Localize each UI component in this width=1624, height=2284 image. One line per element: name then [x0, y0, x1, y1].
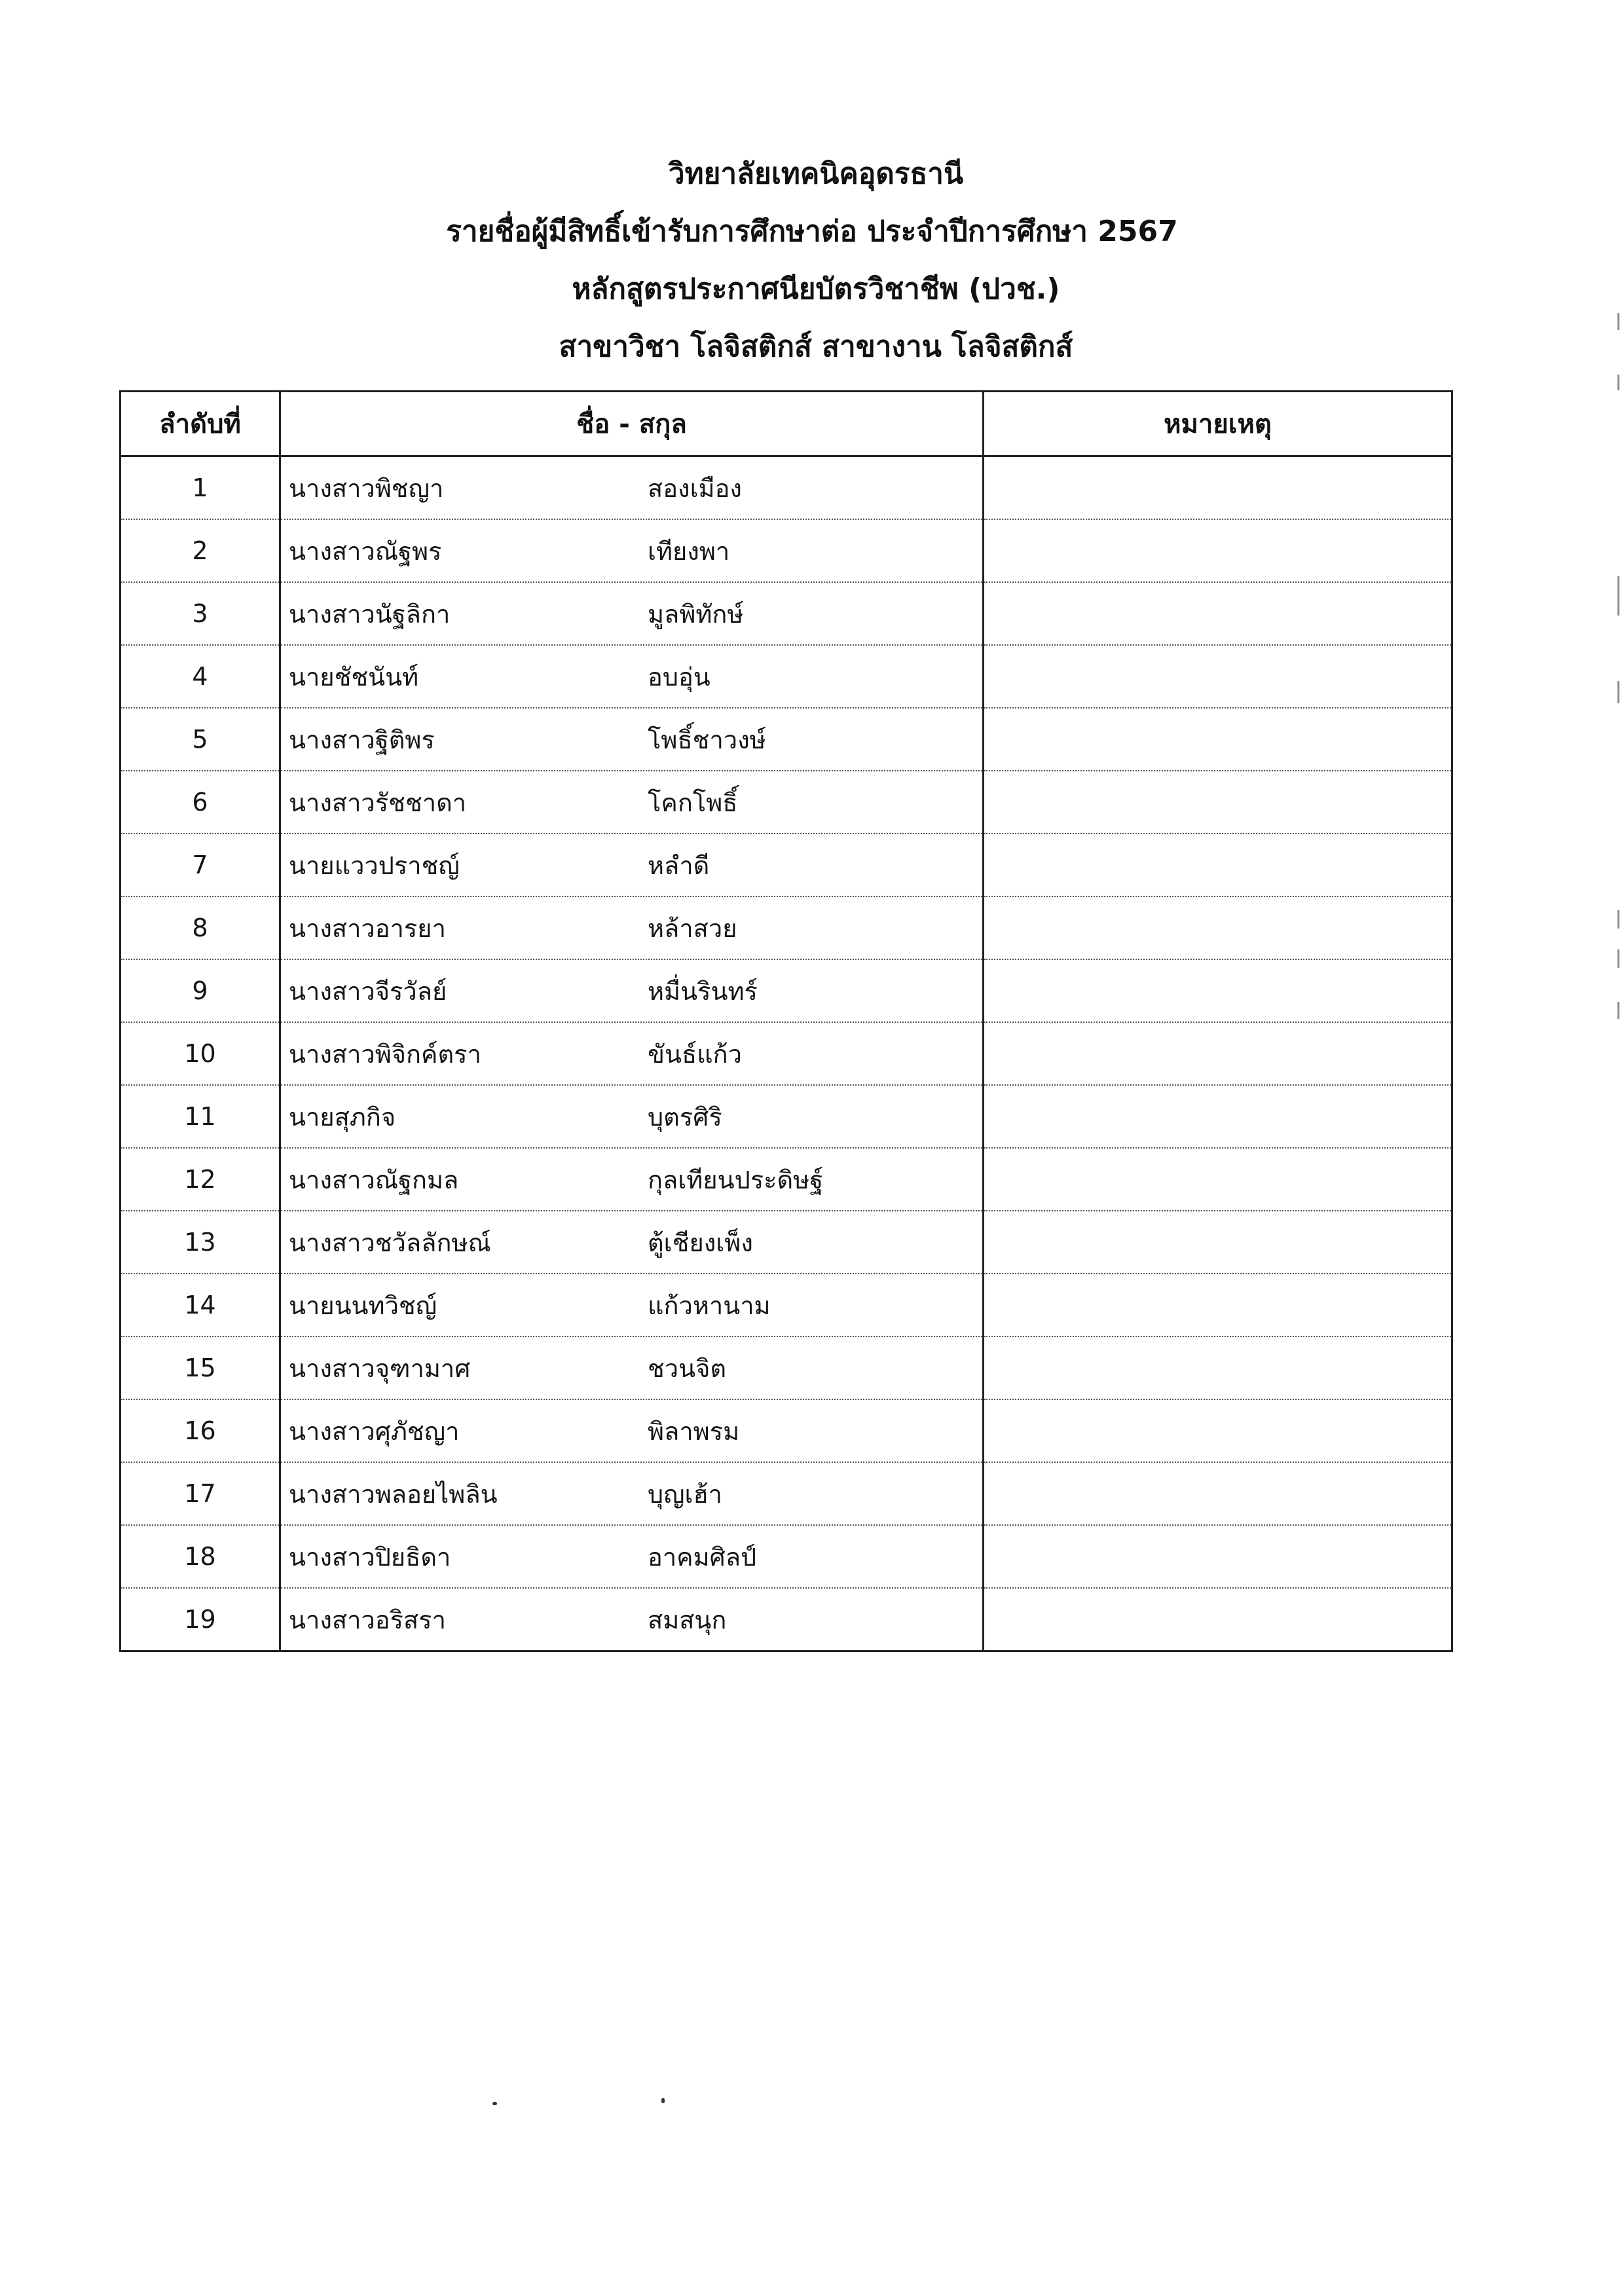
- last-name: มูลพิทักษ์: [648, 599, 744, 629]
- last-name: สมสนุก: [648, 1605, 727, 1634]
- first-name: นางสาวจีรวัลย์: [289, 976, 447, 1006]
- row-full-name: [280, 896, 984, 959]
- row-number: 5: [120, 708, 280, 771]
- row-full-name: [280, 1148, 984, 1211]
- table-row: [120, 645, 1452, 708]
- table-row: [120, 708, 1452, 771]
- row-note: [984, 1462, 1452, 1525]
- row-number: 9: [120, 959, 280, 1022]
- row-number: 17: [120, 1462, 280, 1525]
- table-row: [120, 1525, 1452, 1588]
- row-note: [984, 1148, 1452, 1211]
- row-number: 14: [120, 1274, 280, 1336]
- first-name: นางสาวชวัลลักษณ์: [289, 1228, 491, 1257]
- row-full-name: [280, 456, 984, 520]
- first-name: นางสาวฐิติพร: [289, 725, 435, 754]
- scan-artifact: [1617, 910, 1619, 929]
- row-number: 4: [120, 645, 280, 708]
- document-header: [0, 145, 1624, 376]
- table-row: [120, 1022, 1452, 1085]
- table-row: [120, 1399, 1452, 1462]
- last-name: ตู้เชียงเพ็ง: [648, 1228, 753, 1257]
- first-name: นางสาวพิชญา: [289, 473, 444, 503]
- table-row: [120, 1085, 1452, 1148]
- row-number: 7: [120, 834, 280, 896]
- row-full-name: [280, 519, 984, 582]
- row-number: 13: [120, 1211, 280, 1274]
- scan-dot: [661, 2098, 665, 2103]
- header-name: ชื่อ - สกุล: [280, 392, 984, 456]
- last-name: หล้าสวย: [648, 913, 737, 943]
- table-row: [120, 959, 1452, 1022]
- row-number: 10: [120, 1022, 280, 1085]
- student-roster-table: [119, 390, 1453, 1652]
- row-full-name: [280, 1462, 984, 1525]
- header-number: ลำดับที่: [120, 392, 280, 456]
- row-number: 6: [120, 771, 280, 834]
- scan-dot: [492, 2102, 497, 2105]
- row-full-name: [280, 708, 984, 771]
- row-note: [984, 1336, 1452, 1399]
- row-number: 16: [120, 1399, 280, 1462]
- row-number: 19: [120, 1588, 280, 1651]
- last-name: โพธิ์ชาวงษ์: [648, 725, 766, 754]
- list-title: รายชื่อผู้มีสิทธิ์เข้ารับการศึกษาต่อ ประจำปีการศึกษา 2567: [446, 215, 1178, 248]
- row-note: [984, 645, 1452, 708]
- last-name: เทียงพา: [648, 536, 730, 566]
- row-full-name: [280, 1022, 984, 1085]
- scan-artifact: [1617, 313, 1619, 330]
- row-full-name: [280, 1588, 984, 1651]
- row-full-name: [280, 582, 984, 645]
- row-number: 1: [120, 456, 280, 520]
- row-note: [984, 456, 1452, 520]
- program-title: หลักสูตรประกาศนียบัตรวิชาชีพ (ปวช.): [572, 272, 1060, 306]
- last-name: โคกโพธิ์: [648, 788, 738, 817]
- row-note: [984, 1399, 1452, 1462]
- row-full-name: [280, 1211, 984, 1274]
- row-full-name: [280, 645, 984, 708]
- table-row: [120, 582, 1452, 645]
- row-note: [984, 1022, 1452, 1085]
- table-row: [120, 1462, 1452, 1525]
- header-note: หมายเหตุ: [984, 392, 1452, 456]
- last-name: หมื่นรินทร์: [648, 976, 758, 1006]
- last-name: แก้วหานาม: [648, 1291, 771, 1320]
- row-number: 12: [120, 1148, 280, 1211]
- table-row: [120, 896, 1452, 959]
- row-full-name: [280, 1085, 984, 1148]
- row-note: [984, 896, 1452, 959]
- row-number: 8: [120, 896, 280, 959]
- scan-artifact: [1617, 1002, 1619, 1019]
- first-name: นางสาวณัฐกมล: [289, 1165, 459, 1194]
- first-name: นางสาวอารยา: [289, 913, 446, 943]
- row-note: [984, 959, 1452, 1022]
- last-name: กุลเทียนประดิษฐ์: [648, 1165, 824, 1194]
- row-full-name: [280, 1525, 984, 1588]
- row-full-name: [280, 1336, 984, 1399]
- row-note: [984, 1525, 1452, 1588]
- row-note: [984, 708, 1452, 771]
- first-name: นางสาวศุภัชญา: [289, 1416, 460, 1446]
- row-note: [984, 519, 1452, 582]
- first-name: นายสุภกิจ: [289, 1102, 396, 1132]
- first-name: นางสาวพิจิกค์ตรา: [289, 1039, 481, 1069]
- row-number: 18: [120, 1525, 280, 1588]
- table-header-row: [120, 392, 1452, 456]
- row-full-name: [280, 834, 984, 896]
- last-name: บุญเฮ้า: [648, 1479, 723, 1509]
- table-row: [120, 1148, 1452, 1211]
- first-name: นางสาวจุฑามาศ: [289, 1354, 471, 1383]
- last-name: ชวนจิต: [648, 1354, 727, 1383]
- row-number: 11: [120, 1085, 280, 1148]
- row-number: 15: [120, 1336, 280, 1399]
- table-row: [120, 771, 1452, 834]
- scan-artifact: [1617, 576, 1619, 616]
- row-note: [984, 834, 1452, 896]
- first-name: นายแววปราชญ์: [289, 851, 460, 880]
- college-name: วิทยาลัยเทคนิคอุดรธานี: [668, 157, 964, 191]
- last-name: ขันธ์แก้ว: [648, 1039, 742, 1069]
- table-row: [120, 1274, 1452, 1336]
- table-row: [120, 834, 1452, 896]
- row-full-name: [280, 1274, 984, 1336]
- first-name: นางสาวณัฐพร: [289, 536, 442, 566]
- last-name: บุตรศิริ: [648, 1102, 722, 1132]
- row-note: [984, 582, 1452, 645]
- table-body: [120, 456, 1452, 1651]
- first-name: นายนนทวิชญ์: [289, 1291, 437, 1320]
- first-name: นางสาวอริสรา: [289, 1605, 446, 1634]
- row-note: [984, 1588, 1452, 1651]
- first-name: นางสาวพลอยไพลิน: [289, 1479, 498, 1509]
- last-name: อาคมศิลป์: [648, 1542, 757, 1572]
- row-note: [984, 1211, 1452, 1274]
- row-full-name: [280, 959, 984, 1022]
- scan-artifact: [1617, 949, 1619, 968]
- first-name: นางสาวรัชชาดา: [289, 788, 467, 817]
- table-row: [120, 1336, 1452, 1399]
- row-number: 3: [120, 582, 280, 645]
- first-name: นายชัชนันท์: [289, 662, 419, 691]
- major-title: สาขาวิชา โลจิสติกส์ สาขางาน โลจิสติกส์: [559, 330, 1073, 363]
- row-number: 2: [120, 519, 280, 582]
- scan-artifact: [1617, 681, 1619, 703]
- row-note: [984, 1274, 1452, 1336]
- last-name: หลำดี: [648, 851, 710, 880]
- first-name: นางสาวนัฐลิกา: [289, 599, 451, 629]
- row-note: [984, 1085, 1452, 1148]
- last-name: สองเมือง: [648, 473, 742, 503]
- table-row: [120, 456, 1452, 520]
- table-row: [120, 1211, 1452, 1274]
- row-note: [984, 771, 1452, 834]
- row-full-name: [280, 1399, 984, 1462]
- table-row: [120, 519, 1452, 582]
- row-full-name: [280, 771, 984, 834]
- last-name: อบอุ่น: [648, 662, 710, 691]
- table-row: [120, 1588, 1452, 1651]
- first-name: นางสาวปิยธิดา: [289, 1542, 451, 1572]
- last-name: พิลาพรม: [648, 1416, 740, 1446]
- scan-artifact: [1617, 375, 1619, 390]
